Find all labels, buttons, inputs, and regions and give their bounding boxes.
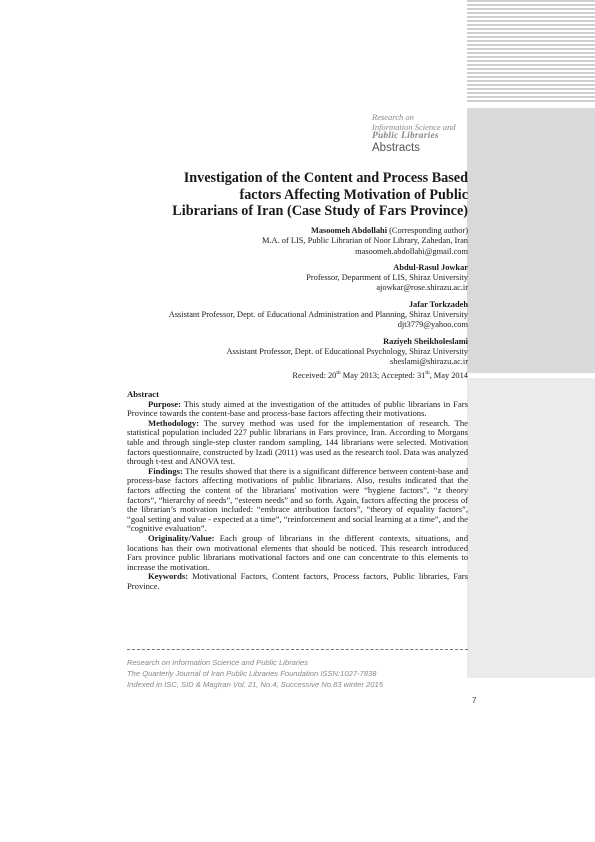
title-line-3: Librarians of Iran (Case Study of Fars Province) <box>172 203 468 219</box>
author-name: Abdul-Rasul Jowkar <box>393 262 468 272</box>
abstract-keywords: Keywords: Motivational Factors, Content factors, Process factors, Public libraries, Fars Province. <box>127 571 468 591</box>
author-email[interactable]: ajowkar@rose.shirazu.ac.ir <box>376 283 468 293</box>
paper-title <box>118 170 468 220</box>
right-margin-band <box>467 108 595 373</box>
author-affiliation: Assistant Professor, Dept. of Educational Psychology, Shiraz University <box>226 346 468 356</box>
right-margin-band-light <box>467 378 595 678</box>
author-email[interactable]: sheslami@shirazu.ac.ir <box>390 357 468 367</box>
header-stripes-decoration <box>467 0 595 102</box>
author-note: (Corresponding author) <box>387 226 468 235</box>
journal-footer <box>127 657 468 690</box>
purpose-label: Purpose: <box>148 398 181 409</box>
received-dates: Received: 20th May 2013; Accepted: 31th, May 2014 <box>292 369 468 380</box>
author-email[interactable]: djt3779@yahoo.com <box>397 320 468 330</box>
journal-logo-line3: Public Libraries <box>372 131 439 141</box>
abstract-methodology: Methodology: The survey method was used for the implementation of research. The statistical population included 227 public librarians in Fars province, Iran. According to Morgans table and through single-step cluster random sampling, 144 librarians were selected. Motivation factors questionnaire, constructed by Izadi (2011) was used as the research tool. Data was analyzed through t-test and ANOVA test. <box>127 417 468 467</box>
title-line-1: Investigation of the Content and Process Based <box>183 170 468 186</box>
findings-label: Findings: <box>148 465 183 476</box>
author-affiliation: Assistant Professor, Dept. of Educational Administration and Planning, Shiraz University <box>168 310 468 320</box>
journal-logo-line2: Information Science and <box>372 121 456 132</box>
author-block <box>100 226 468 381</box>
author-name: Masoomeh Abdollahi <box>310 226 388 235</box>
abstract-purpose: Purpose: This study aimed at the investigation of the attitudes of public librarians in Fars Province towards the content-base and process-base factors affecting their motivations. <box>127 398 468 419</box>
author-name: Raziyeh Sheikholeslami <box>383 336 468 346</box>
abstract-section <box>127 390 468 591</box>
methodology-label: Methodology: <box>148 417 200 428</box>
abstract-findings: Findings: The results showed that there is a significant difference between content-base and process-base factors affecting motivations of public librarians. Also, results indicated that the factors affecting the content of the librarians' motivation were “hygiene factors”, “z theory factors”, “hierarchy of needs”, “esteem needs” and so forth. Again, factors affecting the process of the librarian’s motivation included: “embrace attribution factors”, “theory of equality factors”, “goal setting and value - expected at a time”, “reinforcement and social learning at a time”, and the “cognitive evaluation”. <box>127 465 468 534</box>
author-4 <box>100 337 468 368</box>
author-1 <box>100 226 468 257</box>
author-affiliation: Professor, Department of LIS, Shiraz University <box>306 273 468 283</box>
footer-divider <box>127 649 468 650</box>
author-affiliation: M.A. of LIS, Public Librarian of Noor Library, Zahedan, Iran <box>262 236 468 246</box>
title-line-2: factors Affecting Motivation of Public <box>239 186 468 203</box>
page-number: 7 <box>472 696 477 705</box>
journal-logo <box>372 113 467 153</box>
footer-line-1: Research on Information Science and Public Libraries <box>127 658 309 667</box>
author-email[interactable]: masoomeh.abdollahi@gmail.com <box>355 246 468 256</box>
journal-logo-line1: Research on <box>372 112 414 122</box>
author-3 <box>100 300 468 331</box>
abstract-heading: Abstract <box>127 389 159 399</box>
author-name: Jafar Torkzadeh <box>408 299 468 309</box>
originality-label: Originality/Value: <box>148 532 215 543</box>
footer-line-3: Indexed in ISC, SID & MagIran Vol. 21, No.4, Successive No.83 winter 2015 <box>127 680 383 689</box>
footer-line-2: The Quarterly Journal of Iran Public Libraries Foundation ISSN:1027-7838 <box>127 669 377 678</box>
section-label: Abstracts <box>372 141 420 154</box>
keywords-label: Keywords: <box>148 571 189 582</box>
author-2 <box>100 263 468 294</box>
abstract-originality: Originality/Value: Each group of librarians in the different contexts, situations, and locations has their own motivational elements that should be noticed. This research introduced Fars province public librarians motivational factors and one can concentrate to this elements to increase the motivation. <box>127 532 468 572</box>
